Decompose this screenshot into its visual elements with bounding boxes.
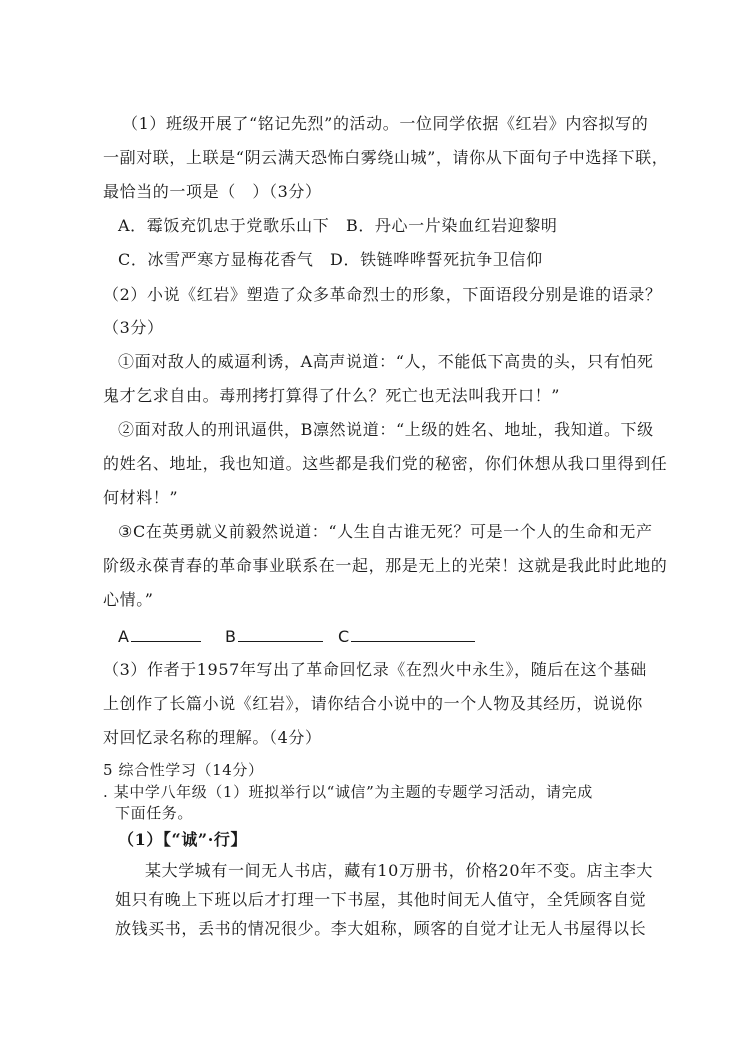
q2-quote1-line-2: 鬼才乞求自由。毒刑拷打算得了什么？死亡也无法叫我开口！” [103,386,560,405]
section5-intro-line-1: . 某中学八年级（1）班拟举行以“诚信”为主题的专题学习活动，请完成 [103,783,593,801]
q3-line-2: 上创作了长篇小说《红岩》，请你结合小说中的一个人物及其经历，说说你 [103,694,643,713]
section5-intro-line-2: 下面任务。 [115,804,194,822]
q1-line-3: 最恰当的一项是（ ）（3分） [103,182,322,201]
answer-a-label: A [118,627,130,646]
q3-line-3: 对回忆录名称的理解。（4分） [103,728,322,747]
q1-line-2: 一副对联，上联是“阴云满天恐怖白雾绕山城”，请你从下面句子中选择下联， [103,148,669,167]
section5-paragraph-line-3: 放钱买书，丢书的情况很少。李大姐称，顾客的自觉才让无人书屋得以长 [115,919,647,938]
q2-quote1-line-1: ①面对敌人的威逼利诱，A高声说道：“人，不能低下高贵的头，只有怕死 [118,352,654,371]
section5-sub-heading: （1）【“诚”·行】 [118,830,248,849]
answer-c-blank[interactable] [351,626,475,642]
q3-line-1: （3）作者于1957年写出了革命回忆录《在烈火中永生》，随后在这个基础 [103,660,647,679]
q1-option-cd: C．冰雪严寒方显梅花香气 D．铁链哗哗誓死抗争卫信仰 [118,250,543,269]
q2-quote3-line-1: ③C在英勇就义前毅然说道：“人生自古谁无死？可是一个人的生命和无产 [118,522,653,541]
q2-quote3-line-3: 心情。” [103,590,154,609]
answer-b-field[interactable] [225,626,323,647]
q2-quote3-line-2: 阶级永葆青春的革命事业联系在一起，那是无上的光荣！这就是我此时此地的 [103,556,668,575]
answer-a-blank[interactable] [131,626,201,642]
q2-quote2-line-3: 何材料！” [103,488,179,507]
q2-line-1: （2）小说《红岩》塑造了众多革命烈士的形象，下面语段分别是谁的语录？ [103,285,662,304]
q2-quote2-line-1: ②面对敌人的刑讯逼供，B凛然说道：“上级的姓名、地址，我知道。下级 [118,420,654,439]
q1-line-1: （1）班级开展了“铭记先烈”的活动。一位同学依据《红岩》内容拟写的 [122,114,649,133]
section5-paragraph-line-2: 姐只有晚上下班以后才打理一下书屋，其他时间无人值守，全凭顾客自觉 [115,890,647,909]
answer-c-field[interactable] [338,626,475,647]
q2-line-2: （3分） [103,318,164,337]
answer-b-blank[interactable] [238,626,323,642]
q2-quote2-line-2: 的姓名、地址，我也知道。这些都是我们党的秘密，你们休想从我口里得到任 [103,454,668,473]
section5-paragraph-line-1: 某大学城有一间无人书店，藏有10万册书，价格20年不变。店主李大 [145,861,653,880]
answer-c-label: C [338,627,350,646]
answer-a-field[interactable] [118,626,201,647]
answer-b-label: B [225,627,237,646]
section5-heading: 5 综合性学习（14分） [103,761,264,779]
q1-option-ab: A．霉饭充饥忠于党歌乐山下 B．丹心一片染血红岩迎黎明 [118,216,558,235]
